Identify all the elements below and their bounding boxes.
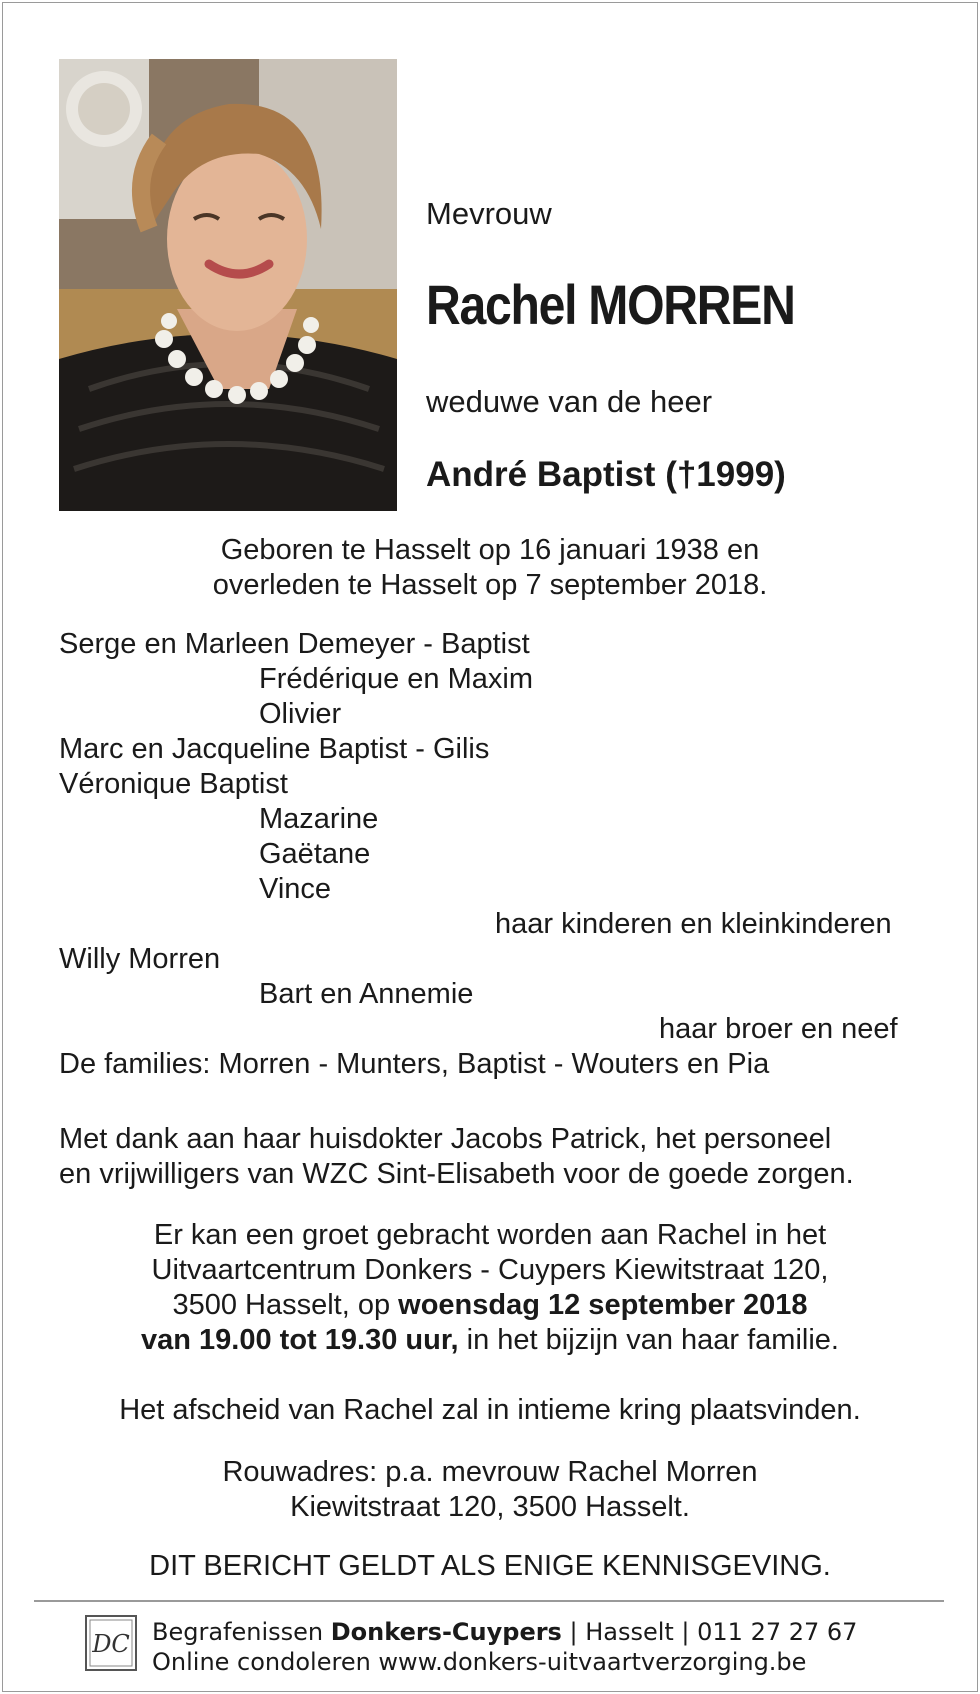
visit-line-3 xyxy=(0,1288,980,1323)
deceased-name: Rachel MORREN xyxy=(426,273,795,336)
family-line-11: Bart en Annemie xyxy=(259,978,474,1010)
family-line-13: De families: Morren - Munters, Baptist - Wouters en Pia xyxy=(59,1048,770,1080)
thanks-line-2: en vrijwilligers van WZC Sint-Elisabeth voor de goede zorgen. xyxy=(59,1158,854,1190)
visit-line-4-text: in het bijzijn van haar familie. xyxy=(458,1324,839,1356)
family-line-5: Véronique Baptist xyxy=(59,768,288,800)
footer-divider xyxy=(34,1600,944,1602)
funeral-home-logo xyxy=(84,1614,138,1672)
visit-line-3-text: 3500 Hasselt, op xyxy=(172,1289,399,1321)
visit-line-4 xyxy=(0,1323,980,1358)
widow-of-text: weduwe van de heer xyxy=(426,384,713,419)
family-line-10: Willy Morren xyxy=(59,943,221,975)
portrait-photo xyxy=(59,59,397,511)
footer-contact: | Hasselt | 011 27 27 67 xyxy=(561,1618,858,1646)
footer-line-1 xyxy=(152,1618,857,1646)
birth-line: Geboren te Hasselt op 16 januari 1938 en xyxy=(220,534,760,566)
funeral-home-name: Donkers-Cuypers xyxy=(330,1618,562,1646)
address-line-1: Rouwadres: p.a. mevrouw Rachel Morren xyxy=(222,1456,758,1488)
family-line-2: Frédérique en Maxim xyxy=(259,663,533,695)
thanks-block xyxy=(59,1122,854,1192)
family-relation-children: haar kinderen en kleinkinderen xyxy=(495,908,892,940)
visit-line-1: Er kan een groet gebracht worden aan Rachel in het xyxy=(153,1219,827,1251)
notice-text: DIT BERICHT GELDT ALS ENIGE KENNISGEVING. xyxy=(149,1550,831,1582)
family-line-1: Serge en Marleen Demeyer - Baptist xyxy=(59,628,530,660)
logo-monogram: DC xyxy=(92,1630,130,1658)
visit-date: woensdag 12 september 2018 xyxy=(398,1289,808,1321)
visit-time: van 19.00 tot 19.30 uur, xyxy=(141,1324,459,1356)
birth-death-block xyxy=(0,533,980,603)
footer-label: Begrafenissen xyxy=(152,1618,331,1646)
family-relation-brother: haar broer en neef xyxy=(659,1013,898,1045)
salutation: Mevrouw xyxy=(426,196,552,231)
family-line-3: Olivier xyxy=(259,698,342,730)
visit-line-2: Uitvaartcentrum Donkers - Cuypers Kiewitstraat 120, xyxy=(151,1254,829,1286)
address-block xyxy=(0,1455,980,1525)
family-line-6: Mazarine xyxy=(259,803,379,835)
husband-name: André Baptist (†1999) xyxy=(426,455,786,494)
visitation-block xyxy=(0,1218,980,1358)
family-line-4: Marc en Jacqueline Baptist - Gilis xyxy=(59,733,490,765)
address-line-2: Kiewitstraat 120, 3500 Hasselt. xyxy=(290,1491,690,1523)
death-line: overleden te Hasselt op 7 september 2018. xyxy=(212,569,768,601)
footer-line-2: Online condoleren www.donkers-uitvaartverzorging.be xyxy=(152,1648,807,1676)
family-line-7: Gaëtane xyxy=(259,838,371,870)
thanks-line-1: Met dank aan haar huisdokter Jacobs Patrick, het personeel xyxy=(59,1123,832,1155)
family-line-8: Vince xyxy=(259,873,332,905)
farewell-text: Het afscheid van Rachel zal in intieme kring plaatsvinden. xyxy=(119,1394,861,1426)
